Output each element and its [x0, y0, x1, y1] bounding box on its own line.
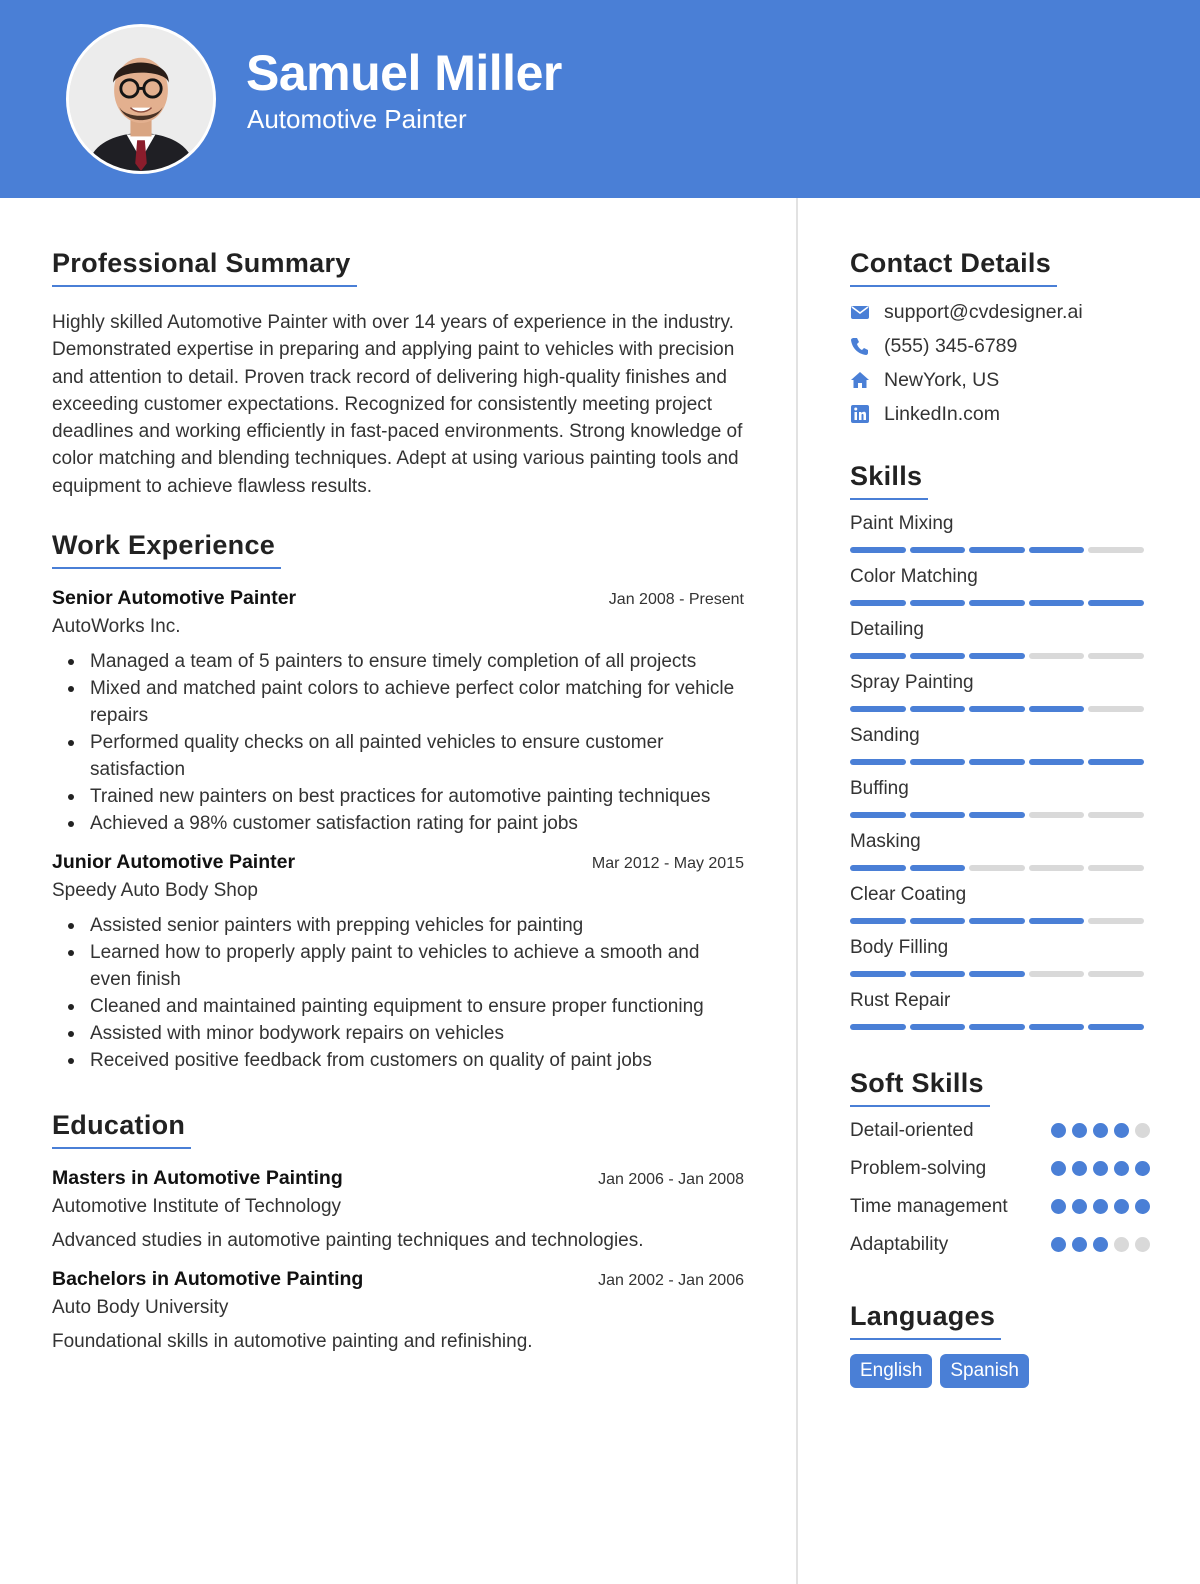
skill-level-segment [969, 971, 1025, 977]
skill-level-segment [850, 1024, 906, 1030]
skill-name: Detailing [850, 619, 924, 640]
languages-section [850, 1301, 1150, 1388]
education-heading: Education [52, 1110, 191, 1149]
school-name: Automotive Institute of Technology [52, 1196, 342, 1218]
skill-level-bar [850, 812, 1144, 818]
skill-name: Rust Repair [850, 990, 951, 1011]
education-description: Foundational skills in automotive painting and refinishing. [52, 1331, 533, 1353]
soft-skill-rating [1051, 1123, 1150, 1138]
rating-dot [1135, 1161, 1150, 1176]
summary-section [52, 248, 744, 500]
experience-heading: Work Experience [52, 530, 281, 569]
skill-level-bar [850, 1024, 1144, 1030]
rating-dot [1093, 1161, 1108, 1176]
skill-level-segment [1088, 547, 1144, 553]
skills-section [850, 461, 1150, 1030]
skill-item [850, 778, 1150, 818]
skill-level-bar [850, 918, 1144, 924]
contact-text: (555) 345-6789 [884, 334, 1018, 357]
skill-level-segment [1029, 865, 1085, 871]
job-entry [52, 851, 744, 1074]
soft-skill-item [850, 1117, 1150, 1145]
rating-dot [1051, 1123, 1066, 1138]
degree-title: Masters in Automotive Painting [52, 1167, 343, 1190]
rating-dot [1114, 1123, 1129, 1138]
skill-item [850, 990, 1150, 1030]
bullet-item: Managed a team of 5 painters to ensure timely completion of all projects [52, 648, 744, 675]
bullet-item: Learned how to properly apply paint to vehicles to achieve a smooth and even finish [52, 939, 744, 993]
skill-level-bar [850, 600, 1144, 606]
skill-level-segment [1029, 971, 1085, 977]
skill-item [850, 831, 1150, 871]
contact-linkedin[interactable] [850, 403, 1150, 425]
job-entry [52, 587, 744, 837]
skill-level-segment [1029, 812, 1085, 818]
skill-name: Color Matching [850, 566, 978, 587]
rating-dot [1114, 1237, 1129, 1252]
skill-level-bar [850, 653, 1144, 659]
skill-level-segment [1029, 706, 1085, 712]
job-company: AutoWorks Inc. [52, 616, 181, 638]
phone-icon [850, 336, 870, 356]
skill-item [850, 725, 1150, 765]
skill-level-segment [850, 865, 906, 871]
soft-skill-name: Problem-solving [850, 1158, 987, 1179]
rating-dot [1072, 1199, 1087, 1214]
contact-section [850, 248, 1150, 425]
bullet-item: Performed quality checks on all painted vehicles to ensure customer satisfaction [52, 729, 744, 783]
bullet-item: Received positive feedback from customers on quality of paint jobs [52, 1047, 744, 1074]
linkedin-icon [850, 404, 870, 424]
education-section [52, 1110, 744, 1353]
candidate-title: Automotive Painter [247, 104, 467, 134]
rating-dot [1051, 1199, 1066, 1214]
rating-dot [1135, 1123, 1150, 1138]
job-company: Speedy Auto Body Shop [52, 880, 258, 902]
soft-skills-section [850, 1068, 1150, 1259]
skill-level-segment [969, 1024, 1025, 1030]
skill-level-segment [969, 706, 1025, 712]
skill-level-segment [850, 547, 906, 553]
skill-level-segment [910, 971, 966, 977]
main-column [52, 248, 744, 1353]
skill-item [850, 619, 1150, 659]
soft-skill-name: Time management [850, 1196, 1008, 1217]
profile-photo [69, 27, 213, 171]
skill-level-segment [910, 759, 966, 765]
contact-text: LinkedIn.com [884, 402, 1000, 425]
skill-level-segment [1029, 1024, 1085, 1030]
skill-name: Spray Painting [850, 672, 974, 693]
job-title: Junior Automotive Painter [52, 851, 296, 874]
skill-level-segment [1088, 653, 1144, 659]
contact-location [850, 369, 1150, 391]
skill-level-segment [910, 600, 966, 606]
skill-level-bar [850, 971, 1144, 977]
soft-skill-item [850, 1231, 1150, 1259]
language-tag: Spanish [940, 1354, 1029, 1388]
school-name: Auto Body University [52, 1297, 229, 1319]
education-date: Jan 2002 - Jan 2006 [598, 1272, 744, 1290]
education-entry [52, 1167, 744, 1252]
skill-name: Clear Coating [850, 884, 967, 905]
job-bullets [52, 912, 744, 1074]
bullet-item: Assisted with minor bodywork repairs on vehicles [52, 1020, 744, 1047]
rating-dot [1051, 1161, 1066, 1176]
skill-item [850, 566, 1150, 606]
contact-heading: Contact Details [850, 248, 1057, 287]
skill-level-segment [910, 706, 966, 712]
rating-dot [1072, 1237, 1087, 1252]
skill-level-bar [850, 706, 1144, 712]
candidate-name: Samuel Miller [246, 45, 562, 101]
rating-dot [1135, 1199, 1150, 1214]
contact-phone[interactable] [850, 335, 1150, 357]
summary-heading: Professional Summary [52, 248, 357, 287]
skill-level-segment [910, 547, 966, 553]
skill-level-bar [850, 865, 1144, 871]
soft-skill-name: Adaptability [850, 1234, 949, 1255]
languages-heading: Languages [850, 1301, 1001, 1340]
education-date: Jan 2006 - Jan 2008 [598, 1171, 744, 1189]
skill-level-segment [910, 865, 966, 871]
rating-dot [1093, 1123, 1108, 1138]
skill-item [850, 884, 1150, 924]
skill-name: Paint Mixing [850, 513, 954, 534]
skill-level-segment [850, 600, 906, 606]
job-title: Senior Automotive Painter [52, 587, 297, 610]
contact-email[interactable] [850, 301, 1150, 323]
skill-level-segment [850, 918, 906, 924]
skill-level-segment [850, 759, 906, 765]
skill-level-segment [910, 1024, 966, 1030]
skill-level-segment [910, 653, 966, 659]
skill-level-segment [1029, 600, 1085, 606]
skill-level-segment [850, 706, 906, 712]
bullet-item: Achieved a 98% customer satisfaction rating for paint jobs [52, 810, 744, 837]
skill-level-segment [850, 971, 906, 977]
skill-level-segment [969, 653, 1025, 659]
rating-dot [1135, 1237, 1150, 1252]
rating-dot [1114, 1199, 1129, 1214]
rating-dot [1114, 1161, 1129, 1176]
contact-text: NewYork, US [884, 368, 1000, 391]
job-bullets [52, 648, 744, 837]
skill-level-segment [1088, 971, 1144, 977]
skill-level-segment [969, 918, 1025, 924]
sidebar-column [850, 248, 1150, 1388]
rating-dot [1051, 1237, 1066, 1252]
skill-name: Buffing [850, 778, 909, 799]
skill-level-segment [1088, 918, 1144, 924]
skill-level-segment [1029, 653, 1085, 659]
skill-level-segment [1088, 706, 1144, 712]
header-banner [0, 0, 1200, 198]
skill-level-bar [850, 547, 1144, 553]
skill-level-segment [969, 547, 1025, 553]
soft-skill-item [850, 1193, 1150, 1221]
experience-section [52, 530, 744, 1074]
skill-level-segment [1088, 865, 1144, 871]
skill-item [850, 937, 1150, 977]
skill-name: Sanding [850, 725, 920, 746]
envelope-icon [850, 302, 870, 322]
skill-level-segment [850, 653, 906, 659]
soft-skill-rating [1051, 1199, 1150, 1214]
rating-dot [1093, 1199, 1108, 1214]
skill-level-segment [1088, 1024, 1144, 1030]
education-description: Advanced studies in automotive painting techniques and technologies. [52, 1230, 644, 1252]
bullet-item: Cleaned and maintained painting equipment to ensure proper functioning [52, 993, 744, 1020]
column-divider [796, 198, 798, 1584]
skill-name: Body Filling [850, 937, 949, 958]
job-date: Mar 2012 - May 2015 [591, 855, 744, 873]
skill-level-segment [1029, 918, 1085, 924]
bullet-item: Mixed and matched paint colors to achieve perfect color matching for vehicle repairs [52, 675, 744, 729]
language-tag: English [850, 1354, 932, 1388]
skills-heading: Skills [850, 461, 928, 500]
skill-item [850, 672, 1150, 712]
skill-level-segment [1029, 759, 1085, 765]
summary-text: Highly skilled Automotive Painter with over 14 years of experience in the industry. Demonstrated expertise in preparing and applying paint to vehicles with precision and attention to detail. Proven track record of delivering high-quality finishes and exceeding customer expectations. Recognized for consistently meeting project deadlines and working efficiently in fast-paced environments. Strong knowledge of color matching and blending techniques. Adept at using various painting tools and equipment to achieve flawless results. [52, 312, 743, 497]
contact-text: support@cvdesigner.ai [884, 300, 1083, 323]
skill-level-segment [910, 812, 966, 818]
skill-level-segment [1088, 812, 1144, 818]
soft-skill-name: Detail-oriented [850, 1120, 974, 1141]
soft-skill-rating [1051, 1237, 1150, 1252]
skill-level-segment [969, 812, 1025, 818]
skill-level-segment [969, 600, 1025, 606]
skill-level-segment [969, 759, 1025, 765]
skill-level-segment [969, 865, 1025, 871]
bullet-item: Trained new painters on best practices for automotive painting techniques [52, 783, 744, 810]
avatar [66, 24, 216, 174]
rating-dot [1072, 1161, 1087, 1176]
soft-skill-item [850, 1155, 1150, 1183]
rating-dot [1093, 1237, 1108, 1252]
skill-level-segment [1029, 547, 1085, 553]
skill-level-segment [1088, 600, 1144, 606]
job-date: Jan 2008 - Present [608, 591, 744, 609]
soft-skill-rating [1051, 1161, 1150, 1176]
education-entry [52, 1268, 744, 1353]
home-icon [850, 370, 870, 390]
rating-dot [1072, 1123, 1087, 1138]
skill-level-segment [1088, 759, 1144, 765]
skill-level-segment [850, 812, 906, 818]
skill-level-segment [910, 918, 966, 924]
degree-title: Bachelors in Automotive Painting [52, 1268, 364, 1291]
bullet-item: Assisted senior painters with prepping vehicles for painting [52, 912, 744, 939]
language-tags [850, 1354, 1150, 1388]
skill-name: Masking [850, 831, 921, 852]
skill-level-bar [850, 759, 1144, 765]
skill-item [850, 513, 1150, 553]
soft-skills-heading: Soft Skills [850, 1068, 990, 1107]
